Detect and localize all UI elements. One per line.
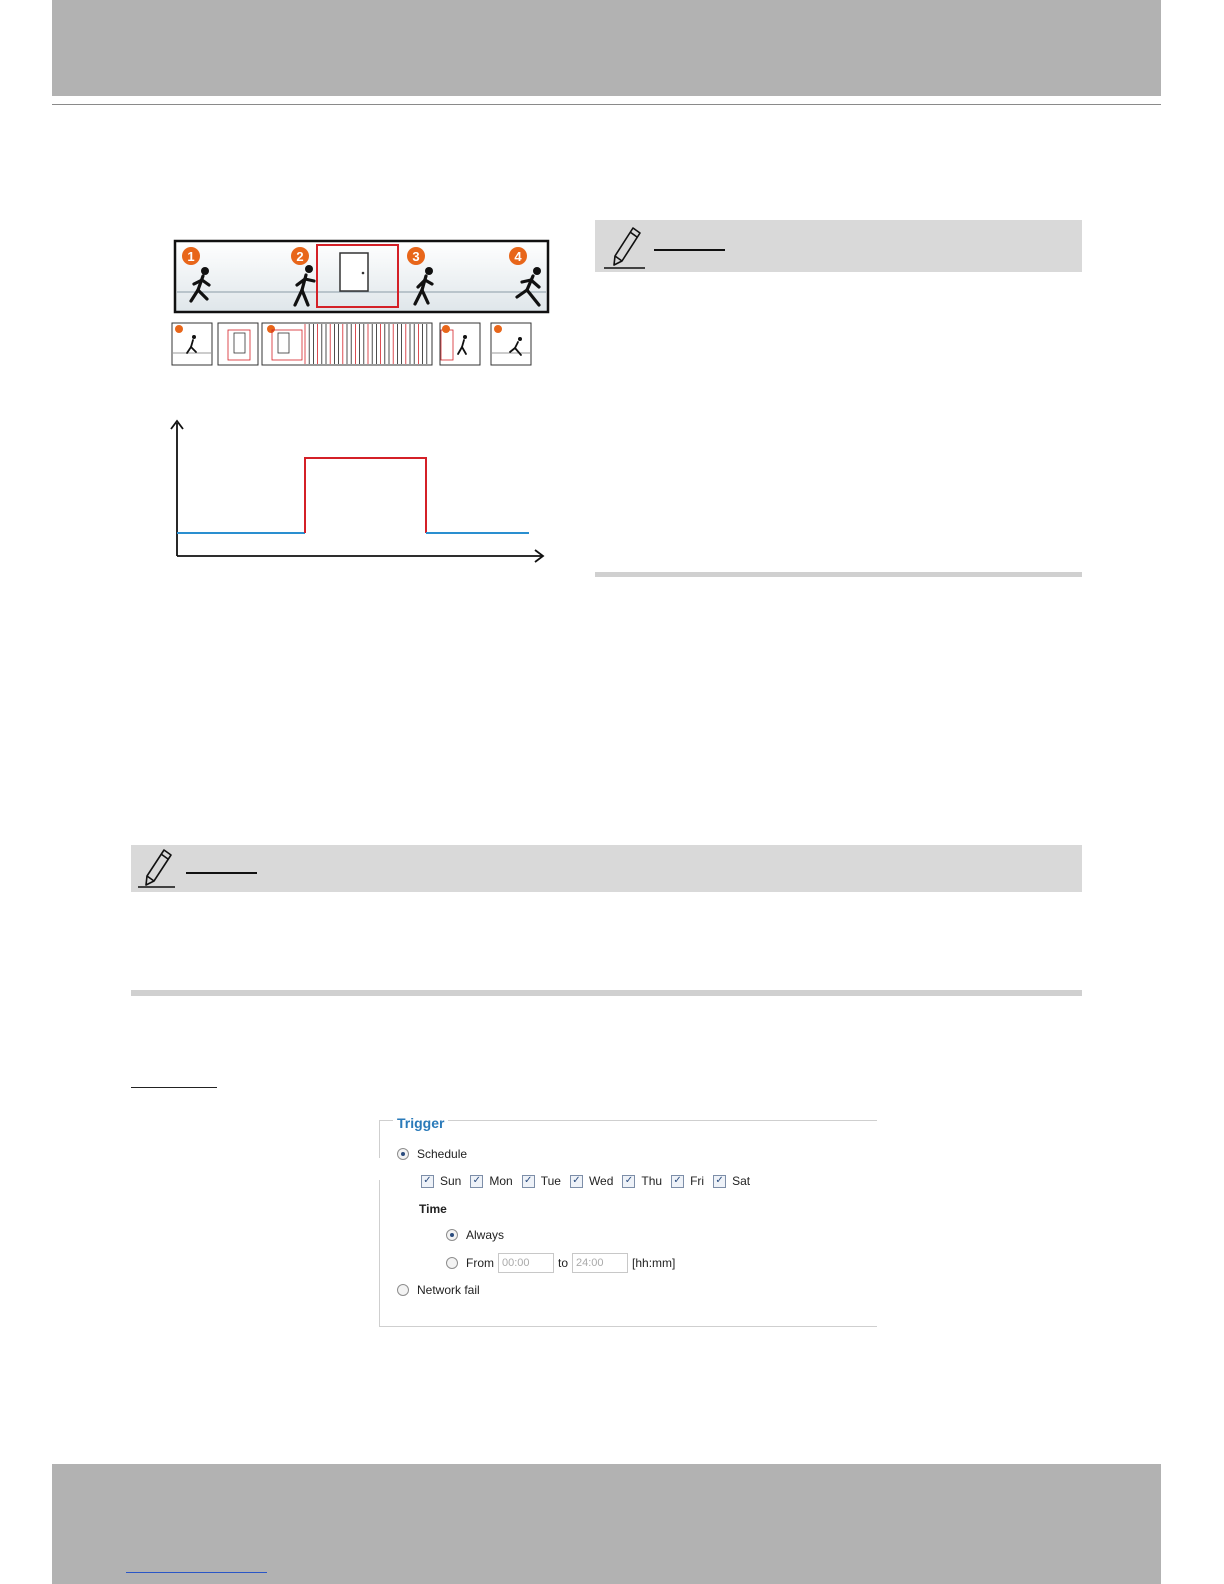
svg-text:4: 4 [514, 249, 522, 264]
pencil-icon [603, 224, 647, 270]
schedule-radio[interactable] [397, 1148, 409, 1160]
weekday-checkboxes [421, 1174, 759, 1188]
note-box-1-bottom-rule [595, 572, 1082, 577]
note-box-2-bottom-rule [131, 990, 1082, 996]
day-fri[interactable]: ✓ Fri [671, 1174, 704, 1188]
step-badge-1 [182, 247, 200, 265]
signal-high-pulse [305, 458, 426, 533]
frame-thumbnail-burst [262, 323, 432, 365]
network-fail-option[interactable] [397, 1283, 480, 1297]
frame-thumbnail-1 [172, 323, 212, 365]
step-badge-3 [407, 247, 425, 265]
always-option[interactable] [446, 1228, 504, 1242]
frame-thumbnail-3 [440, 323, 480, 365]
note-box-2 [131, 845, 1082, 892]
step-badge-4 [509, 247, 527, 265]
day-tue[interactable]: ✓ Tue [522, 1174, 561, 1188]
time-heading: Time [419, 1202, 447, 1216]
to-time-input[interactable]: 24:00 [572, 1253, 628, 1273]
day-checkbox[interactable]: ✓ [470, 1175, 483, 1188]
to-label: to [558, 1256, 569, 1270]
day-sun[interactable]: ✓ Sun [421, 1174, 461, 1188]
note-heading-underline [654, 249, 725, 251]
from-label: From [466, 1256, 494, 1270]
frame-thumbnail-2 [218, 323, 258, 365]
time-format-label: [hh:mm] [632, 1256, 676, 1270]
day-checkbox[interactable]: ✓ [622, 1175, 635, 1188]
trigger-signal-diagram [165, 415, 555, 570]
trigger-panel [379, 1115, 877, 1327]
time-range-option [446, 1253, 675, 1273]
network-fail-label: Network fail [417, 1283, 480, 1297]
svg-text:1: 1 [187, 249, 195, 264]
schedule-label: Schedule [417, 1147, 468, 1161]
day-wed[interactable]: ✓ Wed [570, 1174, 613, 1188]
svg-text:2: 2 [296, 249, 304, 264]
schedule-option[interactable] [397, 1147, 467, 1161]
trigger-legend: Trigger [393, 1115, 448, 1131]
footer-link-underline[interactable] [126, 1572, 267, 1573]
day-thu[interactable]: ✓ Thu [622, 1174, 662, 1188]
network-fail-radio[interactable] [397, 1284, 409, 1296]
time-range-radio[interactable] [446, 1257, 458, 1269]
page-header-band [52, 0, 1161, 96]
always-radio[interactable] [446, 1229, 458, 1241]
always-label: Always [466, 1228, 505, 1242]
svg-text:3: 3 [412, 249, 420, 264]
day-checkbox[interactable]: ✓ [671, 1175, 684, 1188]
pencil-icon [137, 847, 177, 889]
day-checkbox[interactable]: ✓ [522, 1175, 535, 1188]
frame-thumbnail-4 [491, 323, 531, 365]
day-sat[interactable]: ✓ Sat [713, 1174, 750, 1188]
from-time-input[interactable]: 00:00 [498, 1253, 554, 1273]
note-heading-underline [186, 872, 257, 874]
motion-scene-illustration [165, 235, 555, 370]
step-badge-2 [291, 247, 309, 265]
day-checkbox[interactable]: ✓ [713, 1175, 726, 1188]
day-mon[interactable]: ✓ Mon [470, 1174, 512, 1188]
day-checkbox[interactable]: ✓ [421, 1175, 434, 1188]
day-checkbox[interactable]: ✓ [570, 1175, 583, 1188]
header-divider [52, 104, 1161, 105]
section-heading-underline [131, 1087, 217, 1088]
page-footer-band [52, 1464, 1161, 1584]
note-box-1 [595, 220, 1082, 272]
